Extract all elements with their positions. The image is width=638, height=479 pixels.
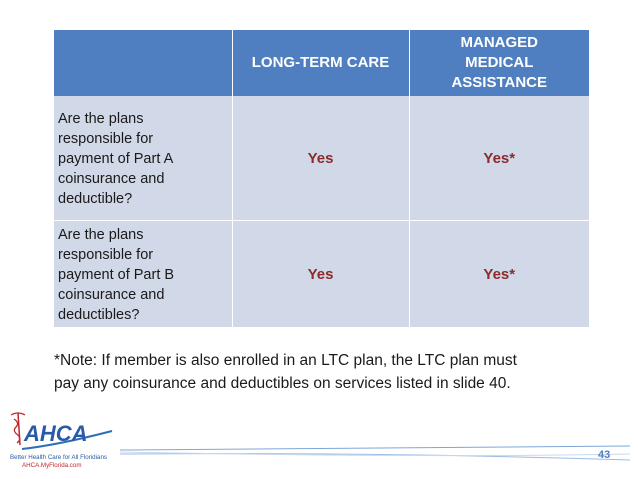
answer-ltc-part-a: Yes xyxy=(232,96,409,221)
question-line: responsible for xyxy=(58,131,154,147)
footer-swoosh xyxy=(120,440,630,470)
table-row xyxy=(54,96,589,221)
footnote-line-1: *Note: If member is also enrolled in an LTC plan, the LTC plan must xyxy=(54,352,517,369)
answer-mma-part-a: Yes* xyxy=(409,96,589,221)
question-line: coinsurance and xyxy=(58,287,165,303)
header-row xyxy=(54,30,589,96)
footnote xyxy=(54,349,614,395)
answer-ltc-part-b: Yes xyxy=(232,221,409,328)
logo-wordmark: AHCA xyxy=(24,421,88,446)
question-line: responsible for xyxy=(58,247,154,263)
question-part-a xyxy=(54,96,232,221)
logo-url: AHCA.MyFlorida.com xyxy=(22,462,82,469)
question-line: Are the plans xyxy=(58,111,144,127)
header-mma-line-2: MEDICAL xyxy=(465,54,534,71)
header-mma-line-1: MANAGED xyxy=(460,34,538,51)
question-line: deductible? xyxy=(58,191,133,207)
question-part-b xyxy=(54,221,232,328)
table-row xyxy=(54,221,589,328)
header-long-term-care: LONG-TERM CARE xyxy=(232,30,409,96)
question-line: payment of Part B xyxy=(58,267,175,283)
header-mma-line-3: ASSISTANCE xyxy=(451,74,548,91)
question-line: Are the plans xyxy=(58,227,144,243)
question-line: coinsurance and xyxy=(58,171,165,187)
logo-tagline: Better Health Care for All Floridians xyxy=(10,454,107,461)
question-line: deductibles? xyxy=(58,307,140,323)
footnote-line-2: pay any coinsurance and deductibles on services listed in slide 40. xyxy=(54,375,511,392)
question-line: payment of Part A xyxy=(58,151,174,167)
header-managed-medical-assistance xyxy=(409,30,589,96)
page-number: 43 xyxy=(598,449,611,461)
comparison-table xyxy=(54,30,589,327)
answer-mma-part-b: Yes* xyxy=(409,221,589,328)
header-blank-cell xyxy=(54,30,232,96)
ahca-logo xyxy=(8,405,118,473)
